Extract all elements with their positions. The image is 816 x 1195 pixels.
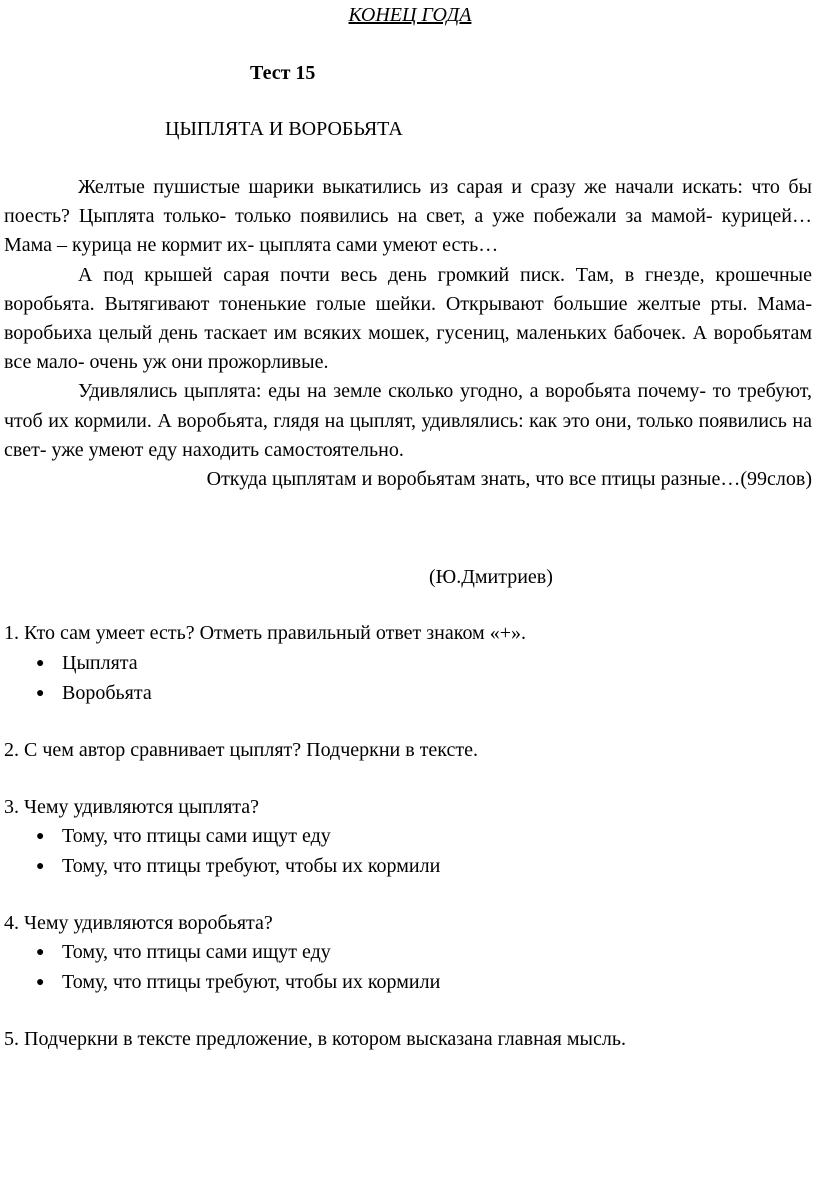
answer-option[interactable] — [36, 652, 138, 675]
answer-option-label: Тому, что птицы требуют, чтобы их кормили — [62, 971, 441, 993]
story-title: ЦЫПЛЯТА И ВОРОБЬЯТА — [165, 118, 403, 140]
question-4: 4. Чему удивляются воробьята? — [4, 912, 273, 934]
bullet-icon: ● — [36, 686, 45, 701]
story-paragraph: Желтые пушистые шарики выкатились из сарая и сразу же начали искать: что бы поесть? Цыплята только- только появились на свет, а уже побежали за мамой- курицей… Мама – курица не кормит их- цыплята сами умеют есть… — [4, 176, 812, 257]
answer-option-label: Тому, что птицы сами ищут еду — [62, 941, 331, 963]
bullet-icon: ● — [36, 656, 45, 671]
answer-option-label: Цыплята — [62, 652, 138, 674]
test-title: Тест 15 — [250, 62, 316, 84]
answer-option-label: Тому, что птицы требуют, чтобы их кормили — [62, 855, 441, 877]
answer-option[interactable] — [36, 855, 440, 878]
answer-option[interactable] — [36, 682, 152, 705]
bullet-icon: ● — [36, 975, 45, 990]
question-2: 2. С чем автор сравнивает цыплят? Подчеркни в тексте. — [4, 739, 479, 761]
story-author: (Ю.Дмитриев) — [429, 566, 553, 588]
answer-option-label: Тому, что птицы сами ищут еду — [62, 825, 331, 847]
question-5: 5. Подчеркни в тексте предложение, в котором высказана главная мысль. — [4, 1028, 626, 1050]
story-paragraph: Откуда цыплятам и воробьятам знать, что все птицы разные…(99слов) — [206, 468, 812, 491]
story-paragraph: Удивлялись цыплята: еды на земле сколько угодно, а воробьята почему- то требуют, чтоб их кормили. А воробьята, глядя на цыплят, удивлялись: как это они, только появились на свет- уже умеют еду находить самостоятельно. — [4, 380, 812, 461]
answer-option[interactable] — [36, 825, 331, 848]
question-1: 1. Кто сам умеет есть? Отметь правильный ответ знаком «+». — [4, 622, 526, 644]
answer-option-label: Воробьята — [62, 682, 152, 704]
story-text — [4, 173, 812, 494]
bullet-icon: ● — [36, 945, 45, 960]
story-paragraph: А под крышей сарая почти весь день громкий писк. Там, в гнезде, крошечные воробьята. Вытягивают тоненькие голые шейки. Открывают большие желтые рты. Мама- воробьиха целый день таскает им всяких мошек, гусениц, маленьких бабочек. А воробьятам все мало- очень уж они прожорливые. — [4, 263, 812, 374]
answer-option[interactable] — [36, 971, 440, 994]
page-header: КОНЕЦ ГОДА — [348, 4, 472, 26]
bullet-icon: ● — [36, 829, 45, 844]
answer-option[interactable] — [36, 941, 331, 964]
bullet-icon: ● — [36, 859, 45, 874]
question-3: 3. Чему удивляются цыплята? — [4, 796, 260, 818]
